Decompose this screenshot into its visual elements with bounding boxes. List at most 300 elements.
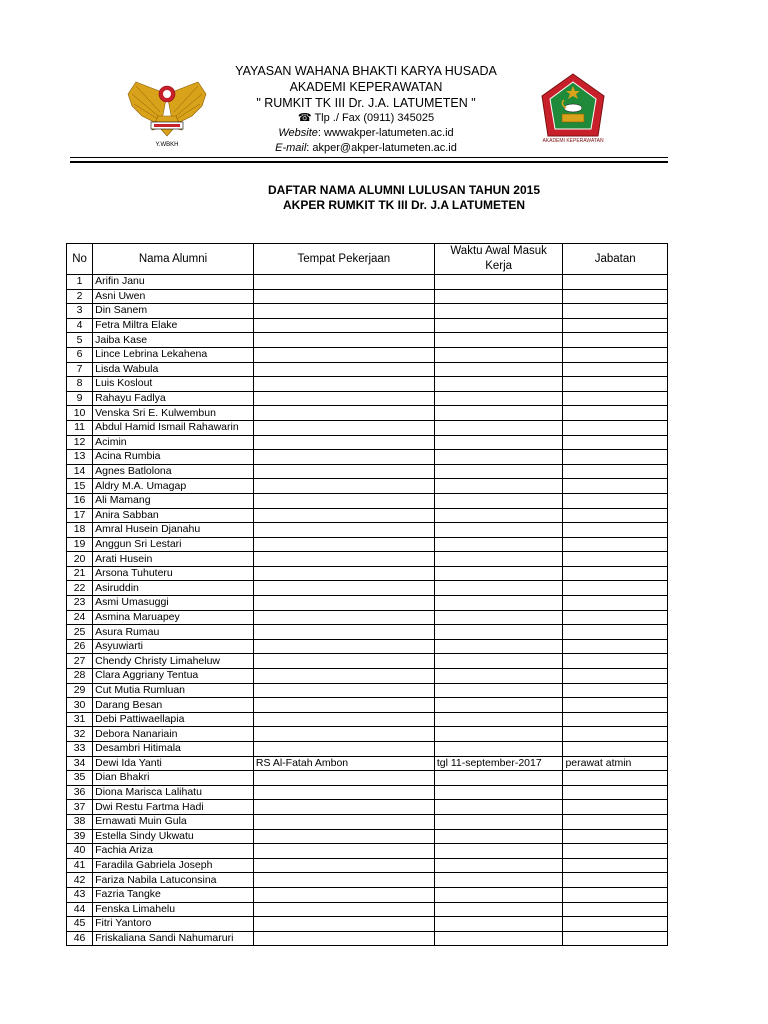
cell-name: Acimin xyxy=(93,435,254,450)
email-label: E-mail xyxy=(275,142,307,154)
cell-no: 31 xyxy=(67,712,93,727)
cell-position xyxy=(563,289,668,304)
cell-position xyxy=(563,391,668,406)
cell-workplace xyxy=(253,581,434,596)
cell-workplace xyxy=(253,318,434,333)
table-row xyxy=(67,844,668,859)
cell-name: Friskaliana Sandi Nahumaruri xyxy=(93,931,254,946)
cell-no: 1 xyxy=(67,275,93,290)
cell-workplace xyxy=(253,493,434,508)
table-row xyxy=(67,362,668,377)
cell-name: Abdul Hamid Ismail Rahawarin xyxy=(93,420,254,435)
table-row xyxy=(67,610,668,625)
cell-no: 12 xyxy=(67,435,93,450)
header-start-date xyxy=(434,244,563,275)
cell-workplace xyxy=(253,887,434,902)
cell-no: 15 xyxy=(67,479,93,494)
cell-start-date xyxy=(434,742,563,757)
cell-no: 16 xyxy=(67,493,93,508)
cell-name: Jaiba Kase xyxy=(93,333,254,348)
cell-start-date xyxy=(434,391,563,406)
table-row xyxy=(67,814,668,829)
cell-no: 26 xyxy=(67,639,93,654)
cell-position xyxy=(563,552,668,567)
cell-workplace xyxy=(253,610,434,625)
cell-position xyxy=(563,435,668,450)
cell-start-date xyxy=(434,814,563,829)
cell-position xyxy=(563,304,668,319)
cell-workplace xyxy=(253,771,434,786)
cell-start-date xyxy=(434,610,563,625)
cell-no: 39 xyxy=(67,829,93,844)
cell-name: Clara Aggriany Tentua xyxy=(93,669,254,684)
phone-fax: ☎ Tlp ./ Fax (0911) 345025 xyxy=(297,112,435,124)
table-row xyxy=(67,493,668,508)
cell-position xyxy=(563,464,668,479)
cell-name: Chendy Christy Limaheluw xyxy=(93,654,254,669)
table-row xyxy=(67,552,668,567)
cell-start-date xyxy=(434,347,563,362)
cell-workplace xyxy=(253,814,434,829)
cell-position xyxy=(563,523,668,538)
cell-no: 2 xyxy=(67,289,93,304)
table-row xyxy=(67,318,668,333)
cell-position xyxy=(563,887,668,902)
cell-start-date xyxy=(434,829,563,844)
cell-start-date xyxy=(434,435,563,450)
cell-workplace xyxy=(253,450,434,465)
cell-name: Ernawati Muin Gula xyxy=(93,814,254,829)
table-row xyxy=(67,304,668,319)
cell-name: Fariza Nabila Latuconsina xyxy=(93,873,254,888)
cell-start-date xyxy=(434,712,563,727)
cell-name: Rahayu Fadlya xyxy=(93,391,254,406)
letterhead-divider-thin xyxy=(70,157,668,158)
cell-position xyxy=(563,508,668,523)
website-link[interactable]: : wwwakper-latumeten.ac.id xyxy=(317,127,454,139)
cell-start-date xyxy=(434,289,563,304)
title-line-2: AKPER RUMKIT TK III Dr. J.A LATUMETEN xyxy=(282,198,525,212)
cell-workplace xyxy=(253,464,434,479)
cell-workplace xyxy=(253,902,434,917)
cell-start-date xyxy=(434,464,563,479)
table-row xyxy=(67,347,668,362)
table-row xyxy=(67,450,668,465)
cell-name: Lince Lebrina Lekahena xyxy=(93,347,254,362)
cell-start-date xyxy=(434,917,563,932)
table-row xyxy=(67,275,668,290)
cell-position xyxy=(563,610,668,625)
cell-no: 41 xyxy=(67,858,93,873)
cell-no: 36 xyxy=(67,785,93,800)
table-row xyxy=(67,639,668,654)
cell-no: 32 xyxy=(67,727,93,742)
cell-position xyxy=(563,377,668,392)
table-row xyxy=(67,829,668,844)
document-title xyxy=(70,183,738,213)
cell-start-date xyxy=(434,333,563,348)
cell-no: 42 xyxy=(67,873,93,888)
cell-name: Asmi Umasuggi xyxy=(93,596,254,611)
cell-name: Asiruddin xyxy=(93,581,254,596)
cell-start-date xyxy=(434,406,563,421)
cell-start-date xyxy=(434,362,563,377)
cell-workplace xyxy=(253,566,434,581)
cell-start-date xyxy=(434,727,563,742)
cell-position xyxy=(563,318,668,333)
cell-workplace xyxy=(253,391,434,406)
cell-name: Dwi Restu Fartma Hadi xyxy=(93,800,254,815)
table-row xyxy=(67,537,668,552)
cell-position xyxy=(563,683,668,698)
cell-position xyxy=(563,347,668,362)
cell-no: 46 xyxy=(67,931,93,946)
cell-start-date xyxy=(434,508,563,523)
cell-position xyxy=(563,785,668,800)
cell-name: Din Sanem xyxy=(93,304,254,319)
cell-name: Luis Koslout xyxy=(93,377,254,392)
cell-position xyxy=(563,844,668,859)
cell-workplace xyxy=(253,625,434,640)
cell-name: Ali Mamang xyxy=(93,493,254,508)
cell-workplace xyxy=(253,289,434,304)
cell-name: Faradila Gabriela Joseph xyxy=(93,858,254,873)
cell-no: 24 xyxy=(67,610,93,625)
foundation-name: YAYASAN WAHANA BHAKTI KARYA HUSADA xyxy=(235,64,497,78)
cell-start-date xyxy=(434,537,563,552)
cell-workplace xyxy=(253,917,434,932)
cell-workplace xyxy=(253,712,434,727)
table-row xyxy=(67,625,668,640)
cell-name: Anira Sabban xyxy=(93,508,254,523)
cell-workplace xyxy=(253,596,434,611)
table-header-row xyxy=(67,244,668,275)
cell-start-date xyxy=(434,275,563,290)
cell-no: 8 xyxy=(67,377,93,392)
cell-workplace xyxy=(253,873,434,888)
cell-start-date xyxy=(434,873,563,888)
cell-name: Dewi Ida Yanti xyxy=(93,756,254,771)
cell-no: 20 xyxy=(67,552,93,567)
cell-no: 29 xyxy=(67,683,93,698)
cell-position xyxy=(563,493,668,508)
cell-workplace xyxy=(253,304,434,319)
table-row xyxy=(67,712,668,727)
cell-position xyxy=(563,858,668,873)
cell-workplace xyxy=(253,931,434,946)
cell-start-date xyxy=(434,858,563,873)
cell-position xyxy=(563,406,668,421)
cell-position xyxy=(563,771,668,786)
cell-position xyxy=(563,479,668,494)
cell-name: Venska Sri E. Kulwembun xyxy=(93,406,254,421)
cell-position xyxy=(563,873,668,888)
alumni-table-body xyxy=(67,275,668,946)
hospital-name: " RUMKIT TK III Dr. J.A. LATUMETEN " xyxy=(256,96,476,110)
cell-no: 37 xyxy=(67,800,93,815)
left-logo-caption: Y.WBKH xyxy=(155,142,179,148)
table-row xyxy=(67,771,668,786)
cell-workplace xyxy=(253,362,434,377)
cell-start-date xyxy=(434,479,563,494)
cell-start-date xyxy=(434,566,563,581)
cell-no: 22 xyxy=(67,581,93,596)
table-row xyxy=(67,566,668,581)
cell-position xyxy=(563,566,668,581)
cell-name: Asni Uwen xyxy=(93,289,254,304)
table-row xyxy=(67,698,668,713)
cell-start-date xyxy=(434,887,563,902)
cell-name: Estella Sindy Ukwatu xyxy=(93,829,254,844)
cell-no: 3 xyxy=(67,304,93,319)
cell-position xyxy=(563,800,668,815)
cell-workplace xyxy=(253,508,434,523)
cell-no: 34 xyxy=(67,756,93,771)
cell-no: 21 xyxy=(67,566,93,581)
cell-no: 13 xyxy=(67,450,93,465)
cell-name: Arati Husein xyxy=(93,552,254,567)
alumni-table xyxy=(66,243,668,946)
cell-position xyxy=(563,829,668,844)
cell-workplace xyxy=(253,406,434,421)
cell-no: 23 xyxy=(67,596,93,611)
cell-start-date xyxy=(434,698,563,713)
cell-start-date xyxy=(434,669,563,684)
cell-workplace xyxy=(253,669,434,684)
cell-workplace xyxy=(253,333,434,348)
header-start-date-label: Waktu Awal Masuk Kerja xyxy=(450,245,547,272)
cell-start-date xyxy=(434,523,563,538)
cell-position xyxy=(563,275,668,290)
table-row xyxy=(67,727,668,742)
cell-start-date xyxy=(434,450,563,465)
cell-start-date xyxy=(434,581,563,596)
cell-name: Acina Rumbia xyxy=(93,450,254,465)
letterhead-text xyxy=(200,63,532,156)
cell-workplace xyxy=(253,347,434,362)
cell-name: Dian Bhakri xyxy=(93,771,254,786)
header-position: Jabatan xyxy=(563,244,668,275)
cell-no: 27 xyxy=(67,654,93,669)
cell-workplace xyxy=(253,537,434,552)
cell-position xyxy=(563,537,668,552)
table-row xyxy=(67,873,668,888)
cell-start-date xyxy=(434,683,563,698)
cell-position xyxy=(563,742,668,757)
cell-start-date xyxy=(434,654,563,669)
cell-no: 14 xyxy=(67,464,93,479)
table-row xyxy=(67,406,668,421)
cell-name: Asura Rumau xyxy=(93,625,254,640)
cell-workplace xyxy=(253,377,434,392)
cell-workplace xyxy=(253,275,434,290)
cell-no: 45 xyxy=(67,917,93,932)
cell-start-date xyxy=(434,639,563,654)
academy-name: AKADEMI KEPERAWATAN xyxy=(289,80,443,94)
table-row xyxy=(67,785,668,800)
cell-workplace xyxy=(253,479,434,494)
email-line xyxy=(200,141,532,156)
cell-workplace xyxy=(253,698,434,713)
header-no: No xyxy=(67,244,93,275)
cell-position xyxy=(563,420,668,435)
letterhead xyxy=(0,0,768,175)
cell-no: 30 xyxy=(67,698,93,713)
cell-name: Amral Husein Djanahu xyxy=(93,523,254,538)
cell-workplace: RS Al-Fatah Ambon xyxy=(253,756,434,771)
table-row xyxy=(67,523,668,538)
cell-name: Asyuwiarti xyxy=(93,639,254,654)
cell-name: Asmina Maruapey xyxy=(93,610,254,625)
cell-no: 10 xyxy=(67,406,93,421)
cell-workplace xyxy=(253,523,434,538)
website-label: Website xyxy=(278,127,318,139)
cell-start-date xyxy=(434,771,563,786)
table-row xyxy=(67,479,668,494)
cell-start-date xyxy=(434,420,563,435)
cell-position xyxy=(563,669,668,684)
cell-name: Fachia Ariza xyxy=(93,844,254,859)
cell-start-date xyxy=(434,304,563,319)
table-row xyxy=(67,931,668,946)
cell-workplace xyxy=(253,654,434,669)
cell-no: 44 xyxy=(67,902,93,917)
table-row xyxy=(67,669,668,684)
cell-start-date xyxy=(434,318,563,333)
table-row xyxy=(67,289,668,304)
table-row xyxy=(67,464,668,479)
cell-workplace xyxy=(253,639,434,654)
table-row xyxy=(67,377,668,392)
cell-no: 19 xyxy=(67,537,93,552)
cell-position: perawat atmin xyxy=(563,756,668,771)
cell-position xyxy=(563,654,668,669)
cell-no: 6 xyxy=(67,347,93,362)
cell-name: Debora Nanariain xyxy=(93,727,254,742)
cell-name: Aldry M.A. Umagap xyxy=(93,479,254,494)
cell-position xyxy=(563,698,668,713)
cell-name: Lisda Wabula xyxy=(93,362,254,377)
cell-no: 43 xyxy=(67,887,93,902)
cell-start-date: tgl 11-september-2017 xyxy=(434,756,563,771)
cell-no: 7 xyxy=(67,362,93,377)
cell-position xyxy=(563,917,668,932)
title-line-1: DAFTAR NAMA ALUMNI LULUSAN TAHUN 2015 xyxy=(268,183,540,197)
cell-no: 11 xyxy=(67,420,93,435)
cell-name: Cut Mutia Rumluan xyxy=(93,683,254,698)
right-logo-text: AKADEMI KEPERAWATAN xyxy=(542,138,604,144)
cell-name: Debi Pattiwaellapia xyxy=(93,712,254,727)
cell-start-date xyxy=(434,800,563,815)
cell-name: Fazria Tangke xyxy=(93,887,254,902)
cell-position xyxy=(563,814,668,829)
nursing-academy-emblem-icon xyxy=(538,72,608,146)
cell-workplace xyxy=(253,858,434,873)
cell-workplace xyxy=(253,420,434,435)
cell-position xyxy=(563,333,668,348)
cell-position xyxy=(563,362,668,377)
cell-position xyxy=(563,639,668,654)
cell-name: Arifin Janu xyxy=(93,275,254,290)
cell-start-date xyxy=(434,625,563,640)
cell-start-date xyxy=(434,377,563,392)
cell-name: Anggun Sri Lestari xyxy=(93,537,254,552)
cell-workplace xyxy=(253,552,434,567)
table-row xyxy=(67,420,668,435)
cell-position xyxy=(563,450,668,465)
cell-position xyxy=(563,712,668,727)
cell-start-date xyxy=(434,844,563,859)
cell-start-date xyxy=(434,785,563,800)
table-row xyxy=(67,333,668,348)
letterhead-divider-thick xyxy=(70,161,668,163)
cell-workplace xyxy=(253,800,434,815)
table-row xyxy=(67,654,668,669)
table-row xyxy=(67,887,668,902)
cell-workplace xyxy=(253,829,434,844)
cell-name: Diona Marisca Lalihatu xyxy=(93,785,254,800)
cell-no: 9 xyxy=(67,391,93,406)
cell-name: Darang Besan xyxy=(93,698,254,713)
cell-workplace xyxy=(253,785,434,800)
cell-start-date xyxy=(434,552,563,567)
table-row xyxy=(67,800,668,815)
cell-position xyxy=(563,596,668,611)
cell-position xyxy=(563,902,668,917)
cell-name: Fetra Miltra Elake xyxy=(93,318,254,333)
cell-no: 5 xyxy=(67,333,93,348)
table-row xyxy=(67,917,668,932)
cell-name: Fenska Limahelu xyxy=(93,902,254,917)
table-row xyxy=(67,391,668,406)
cell-start-date xyxy=(434,931,563,946)
cell-start-date xyxy=(434,902,563,917)
header-name: Nama Alumni xyxy=(93,244,254,275)
cell-no: 17 xyxy=(67,508,93,523)
cell-position xyxy=(563,727,668,742)
cell-no: 38 xyxy=(67,814,93,829)
cell-workplace xyxy=(253,683,434,698)
cell-no: 33 xyxy=(67,742,93,757)
cell-workplace xyxy=(253,844,434,859)
table-row xyxy=(67,902,668,917)
table-row xyxy=(67,858,668,873)
website-line xyxy=(200,126,532,141)
cell-start-date xyxy=(434,493,563,508)
table-row xyxy=(67,435,668,450)
cell-workplace xyxy=(253,727,434,742)
cell-name: Desambri Hitimala xyxy=(93,742,254,757)
cell-position xyxy=(563,625,668,640)
table-row xyxy=(67,756,668,771)
cell-workplace xyxy=(253,742,434,757)
email-link[interactable]: : akper@akper-latumeten.ac.id xyxy=(306,142,457,154)
cell-name: Arsona Tuhuteru xyxy=(93,566,254,581)
cell-workplace xyxy=(253,435,434,450)
header-workplace: Tempat Pekerjaan xyxy=(253,244,434,275)
cell-position xyxy=(563,581,668,596)
cell-start-date xyxy=(434,596,563,611)
cell-no: 35 xyxy=(67,771,93,786)
cell-no: 25 xyxy=(67,625,93,640)
cell-name: Agnes Batlolona xyxy=(93,464,254,479)
cell-name: Fitri Yantoro xyxy=(93,917,254,932)
table-row xyxy=(67,742,668,757)
table-row xyxy=(67,581,668,596)
garuda-emblem-icon xyxy=(122,72,212,152)
cell-no: 18 xyxy=(67,523,93,538)
cell-no: 40 xyxy=(67,844,93,859)
